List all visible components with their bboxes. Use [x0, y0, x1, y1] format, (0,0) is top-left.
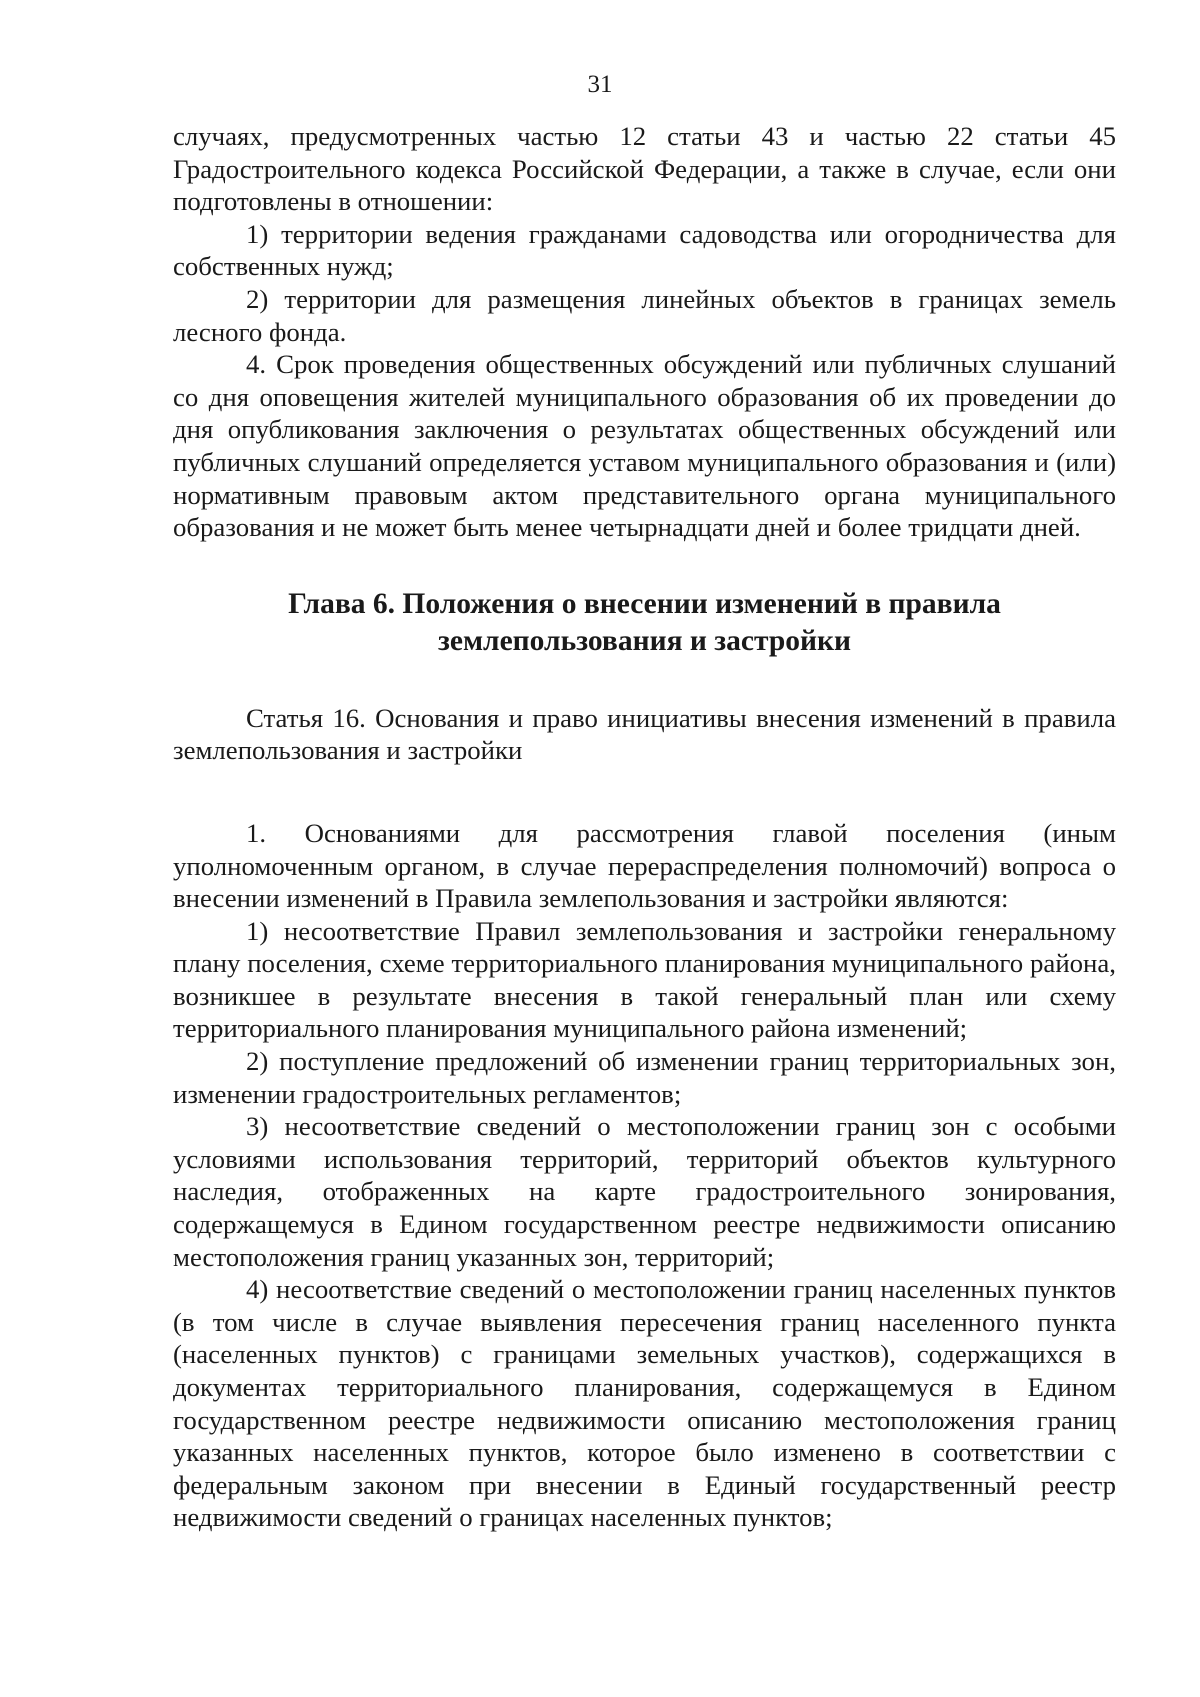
list-item-1: 1) несоответствие Правил землепользования и застройки генеральному плану поселения, схеме территориального планирования муниципального района, возникшее в результате внесения в такой генеральный план или схему территориального планирования муниципального района изменений;: [173, 915, 1116, 1044]
list-item-1: 1) территории ведения гражданами садоводства или огородничества для собственных нужд;: [173, 218, 1116, 282]
page-number: 31: [587, 71, 613, 98]
article-title: Статья 16. Основания и право инициативы внесения изменений в правила землепользования и застройки: [173, 702, 1116, 766]
list-item-2: 2) поступление предложений об изменении границ территориальных зон, изменении градостроительных регламентов;: [173, 1046, 1116, 1109]
page-content: [173, 120, 1116, 1534]
paragraph-continuation: случаях, предусмотренных частью 12 статьи 43 и частью 22 статьи 45 Градостроительного кодекса Российской Федерации, а также в случае, если они подготовлены в отношении:: [173, 121, 1116, 217]
list-item-3: 3) несоответствие сведений о местоположении границ зон с особыми условиями использования территорий, территорий объектов культурного наследия, отображенных на карте градостроительного зонирования, содержащемуся в Едином государственном реестре недвижимости описанию местоположения границ указанных зон, территорий;: [173, 1111, 1116, 1272]
chapter-title: Глава 6. Положения о внесении изменений в правила землепользования и застройки: [288, 587, 1001, 657]
list-item-2: 2) территории для размещения линейных объектов в границах земель лесного фонда.: [173, 283, 1116, 347]
paragraph-4: 4. Срок проведения общественных обсуждений или публичных слушаний со дня оповещения жителей муниципального образования об их проведении до дня опубликования заключения о результатах общественных обсуждений или публичных слушаний определяется уставом муниципального образования и (или) нормативным правовым актом представительного органа муниципального образования и не может быть менее четырнадцати дней и более тридцати дней.: [173, 349, 1116, 543]
list-item-4: 4) несоответствие сведений о местоположении границ населенных пунктов (в том числе в случае выявления пересечения границ населенного пункта (населенных пунктов) с границами земельных участков), содержащихся в документах территориального планирования, содержащемуся в Едином государственном реестре недвижимости описанию местоположения границ указанных населенных пунктов, которое было изменено в соответствии с федеральным законом при внесении в Единый государственный реестр недвижимости сведений о границах населенных пунктов;: [173, 1274, 1116, 1533]
paragraph-1: 1. Основаниями для рассмотрения главой поселения (иным уполномоченным органом, в случае перераспределения полномочий) вопроса о внесении изменений в Правила землепользования и застройки являются:: [173, 817, 1116, 914]
